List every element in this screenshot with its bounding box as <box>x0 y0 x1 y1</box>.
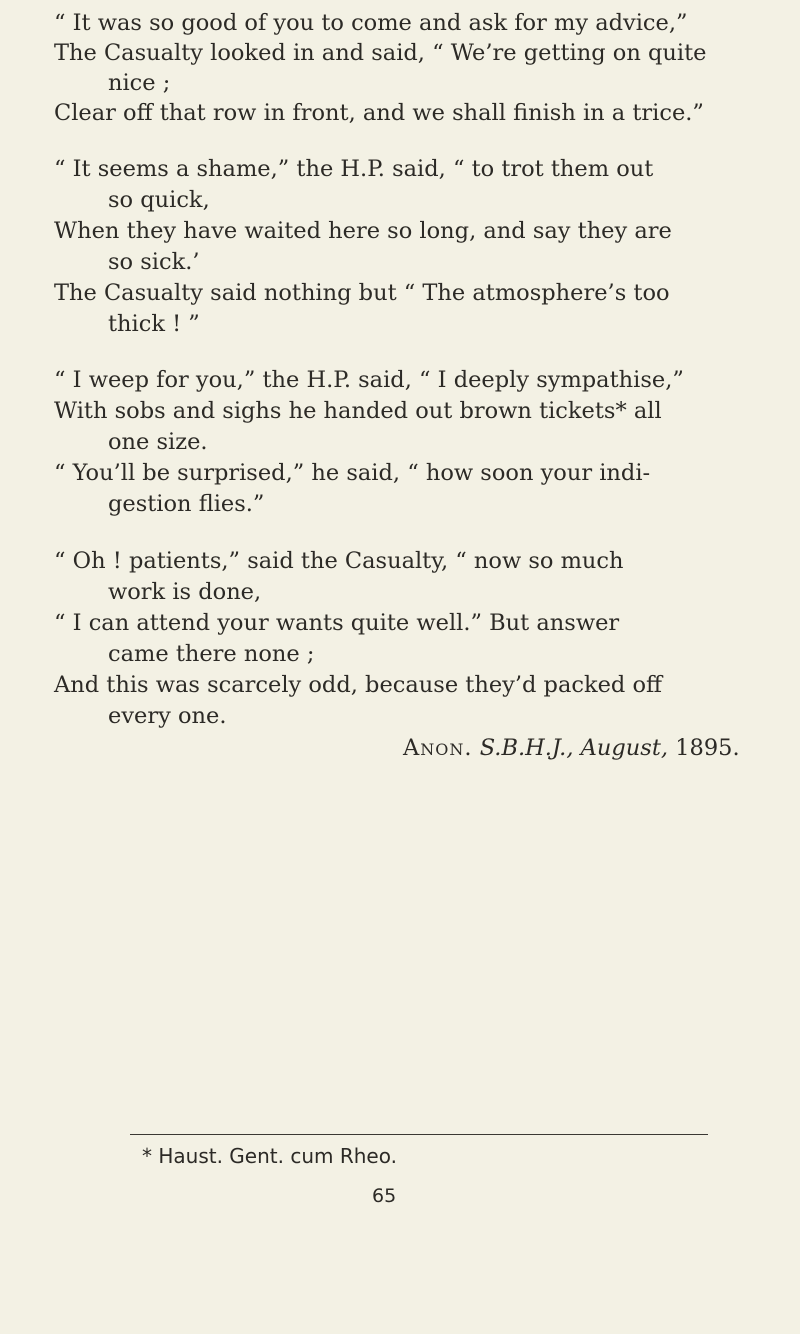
poem-line: thick ! ” <box>108 311 200 337</box>
attribution-source: S.B.H.J., <box>479 735 574 761</box>
poem-line: Clear off that row in front, and we shall finish in a trice.” <box>54 100 704 126</box>
attribution <box>403 733 740 763</box>
poem-line: The Casualty said nothing but “ The atmosphere’s too <box>54 280 670 306</box>
poem-line: And this was scarcely odd, because they’d packed off <box>54 672 663 698</box>
poem-line: every one. <box>108 703 227 729</box>
attribution-month: August, <box>580 735 669 761</box>
footnote-divider <box>130 1134 708 1135</box>
poem-line: When they have waited here so long, and say they are <box>54 218 672 244</box>
poem-line: came there none ; <box>108 641 315 667</box>
poem-line: work is done, <box>108 579 262 605</box>
poem-line: “ I weep for you,” the H.P. said, “ I deeply sympathise,” <box>54 367 684 393</box>
poem-line: “ You’ll be surprised,” he said, “ how soon your indi- <box>54 460 651 486</box>
poem-line: so quick, <box>108 187 210 213</box>
page-number: 65 <box>372 1185 397 1207</box>
footnote: * Haust. Gent. cum Rheo. <box>142 1144 397 1168</box>
poem-line: one size. <box>108 429 208 455</box>
poem-line: “ I can attend your wants quite well.” But answer <box>54 610 620 636</box>
poem-line: gestion flies.” <box>108 491 265 517</box>
poem-line: “ It seems a shame,” the H.P. said, “ to trot them out <box>54 156 654 182</box>
poem-line: With sobs and sighs he handed out brown tickets* all <box>54 398 662 424</box>
poem-line: The Casualty looked in and said, “ We’re getting on quite <box>54 40 707 66</box>
attribution-year: 1895. <box>675 735 740 761</box>
poem-line: “ It was so good of you to come and ask for my advice,” <box>54 10 688 36</box>
attribution-author: Anon. <box>403 735 473 761</box>
poem-line: nice ; <box>108 70 171 96</box>
poem-line: so sick.’ <box>108 249 200 275</box>
poem-line: “ Oh ! patients,” said the Casualty, “ now so much <box>54 548 624 574</box>
